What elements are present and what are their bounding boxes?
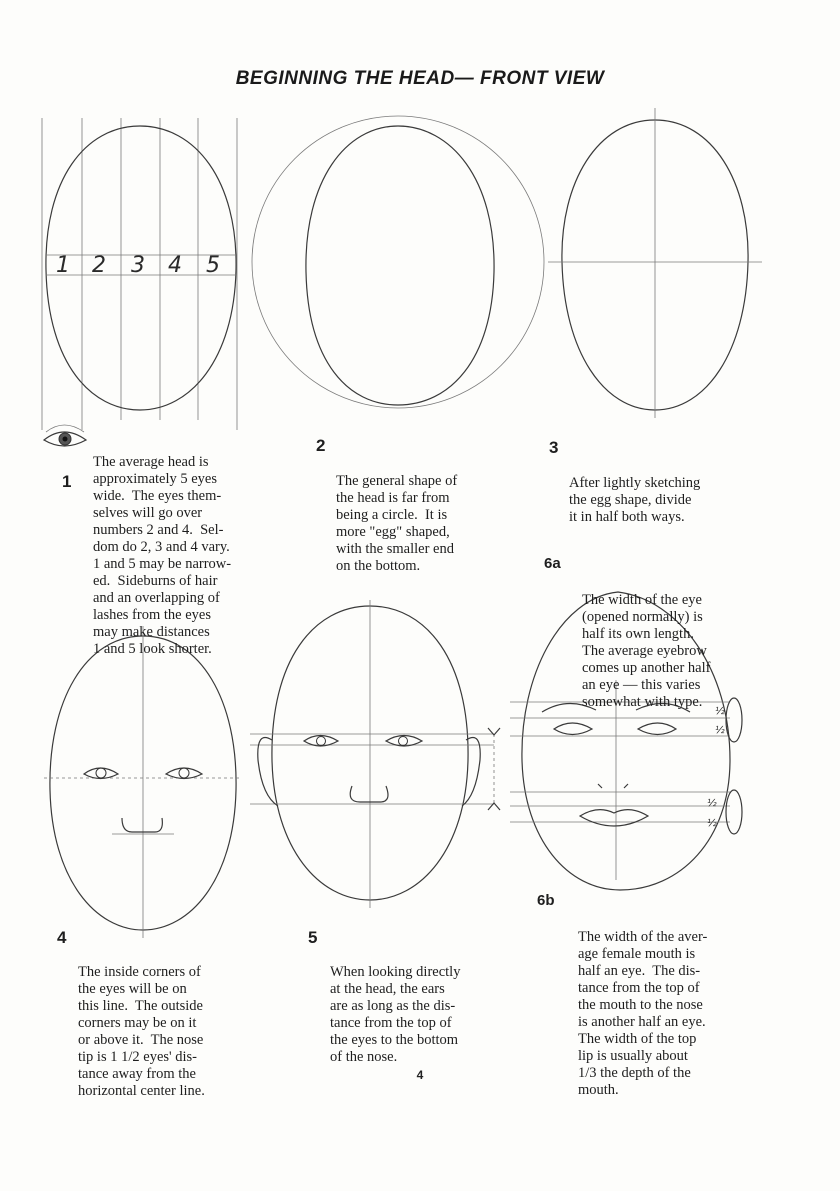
step-number: 2 — [316, 436, 326, 455]
step-4-text: The inside corners of the eyes will be on this line. The outside corners may be on it or above it. The nose tip is 1 1/2 eyes' dis- tance away from the horizontal center line. — [78, 964, 205, 1099]
half-eye-fraction: ½ — [715, 725, 725, 736]
eye-width-label: 5 — [206, 253, 220, 278]
step-6b-text: The width of the aver- age female mouth is half an eye. The dis- tance from the top of the mouth to the nose is another half an eye. The width of the top lip is usually about 1/3 the depth of the mouth. — [578, 929, 708, 1098]
eye-width-label: 1 — [56, 253, 70, 278]
eye-icon — [44, 425, 86, 446]
step-5-text: When looking directly at the head, the ears are as long as the dis- tance from the top of the eyes to the bottom of the nose. — [330, 964, 461, 1065]
figure-5-ears — [250, 600, 500, 908]
figure-3-egg-halves — [548, 108, 762, 418]
page-title: BEGINNING THE HEAD— FRONT VIEW — [235, 68, 605, 89]
figure-2-circle-egg — [252, 116, 544, 408]
eye-width-label: 4 — [168, 253, 182, 278]
step-6a-text: The width of the eye (opened normally) is half its own length. The average eyebrow comes up another half an eye — this varies somewhat with type. — [582, 592, 711, 710]
step-number: 3 — [549, 438, 559, 457]
step-number: 6a — [544, 555, 561, 572]
step-number: 5 — [308, 928, 318, 947]
step-number: 4 — [57, 928, 67, 947]
eye-width-label: 3 — [131, 253, 145, 278]
step-2-text: The general shape of the head is far from being a circle. It is more "egg" shaped, with the smaller end on the bottom. — [336, 473, 458, 574]
half-eye-fraction: ½ — [707, 818, 717, 829]
step-3-text: After lightly sketching the egg shape, divide it in half both ways. — [569, 475, 701, 525]
step-number: 6b — [537, 892, 555, 909]
figure-1-five-eyes — [42, 118, 237, 446]
half-eye-fraction: ½ — [707, 798, 717, 809]
eye-width-label: 2 — [92, 253, 106, 278]
step-number: 1 — [62, 472, 72, 491]
step-1-text: The average head is approximately 5 eyes wide. The eyes them- selves will go over numbers 2 and 4. Sel- dom do 2, 3 and 4 vary. 1 and 5 may be narrow- ed. Sideburns of hair and an overlapping of lashes from the eyes may make distances 1 and 5 look shorter. — [93, 454, 232, 657]
page-number: 4 — [416, 1068, 424, 1082]
half-eye-fraction: ½ — [715, 706, 725, 717]
